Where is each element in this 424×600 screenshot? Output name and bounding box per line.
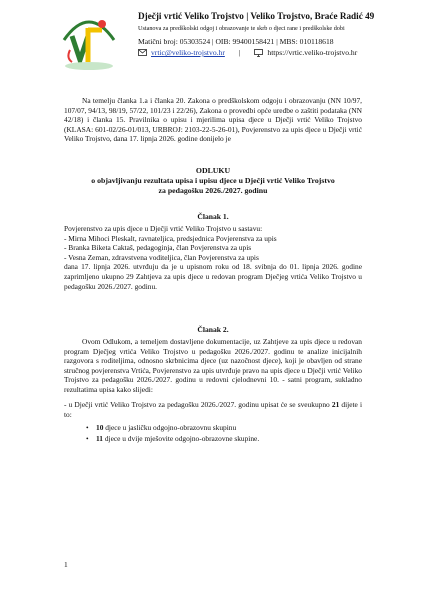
decision-subtitle-2: za pedagošku 2026./2027. godinu — [158, 186, 268, 195]
email-link[interactable]: vrtic@veliko-trojstvo.hr — [151, 48, 225, 57]
monitor-icon — [254, 49, 263, 57]
kindergarten-logo — [58, 10, 120, 72]
article-1-heading: Članak 1. — [197, 212, 229, 221]
list-item-text: djece u dvije mješovite odgojno-obrazovne skupine. — [102, 434, 260, 443]
list-item-count: 11 — [96, 434, 103, 443]
intro-text: Na temelju članka 1.a i članka 20. Zakona o predškolskom odgoju i obrazovanju (NN 10/97, 107/07, 94/13, 98/19, 57/22, 101/23 i 22/26), Zakona o provedbi opće uredbe o zaštiti podataka (NN 42/18) i članka 15. Pravilnika o upisu i mjerilima upisa djece u Dječji vrtić Veliko Trojstvo (KLASA: 601-02/26-01/013, URBROJ: 2103-22-5-26-01), Povjerenstvo za upis djece u Dječji vrtić Veliko Trojstvo, dana 17. lipnja 2026. godine donijelo je — [64, 96, 362, 144]
bullet-icon: • — [86, 423, 89, 432]
article-1-intro: Povjerenstvo za upis djece u Dječji vrtić Veliko Trojstvo u sastavu: — [64, 224, 263, 233]
list-item-count: 10 — [96, 423, 104, 432]
decision-title: ODLUKU — [195, 166, 231, 175]
website-link[interactable]: https://vrtic.veliko-trojstvo.hr — [267, 48, 358, 57]
article-2-heading: Članak 2. — [197, 325, 229, 334]
decision-heading — [64, 166, 362, 196]
committee-member: - Vesna Zeman, zdravstvena voditeljica, član Povjerenstva za upis — [64, 252, 259, 262]
institution-ids: Matični broj: 05303524 | OIB: 99400158421 | MBS: 010118618 — [138, 37, 334, 46]
institution-subtitle: Ustanova za predškolski odgoj i obrazovanje te skrb o djeci rane i predškolske dobi — [138, 25, 345, 32]
committee-member: - Branka Biketa Caktaš, pedagoginja, član Povjerenstva za upis — [64, 243, 252, 253]
envelope-icon — [138, 49, 147, 56]
contact-separator: | — [238, 48, 241, 57]
list-item — [86, 422, 362, 433]
summary-post: dijete i to: — [64, 400, 363, 419]
intro-paragraph — [64, 96, 362, 144]
letterhead — [138, 10, 420, 58]
enrollment-summary — [64, 400, 362, 419]
summary-pre: - u Dječji vrtić Veliko Trojstvo za pedagošku 2026./2027. godinu upisat će se sveukupno — [64, 400, 332, 409]
committee-member: - Mirna Mihoci Pleskalt, ravnateljica, predsjednica Povjerenstva za upis — [64, 233, 277, 243]
article-1-body — [64, 224, 362, 291]
article-1-rest: dana 17. lipnja 2026. utvrđuju da je u upisnom roku od 18. svibnja do 01. lipnja 2026. godine zaprimljeno ukupno 29 Zahtjeva za upis djece u redovan program Dječjeg vrtića Veliko Trojstvo u pedagošku 2026./2027. godinu. — [64, 262, 362, 291]
list-item — [86, 433, 362, 444]
article-2-body — [64, 337, 362, 395]
list-item-text: djece u jasličku odgojno-obrazovnu skupinu — [103, 423, 237, 432]
enrollment-list — [86, 422, 362, 444]
institution-title: Dječji vrtić Veliko Trojstvo | Veliko Trojstvo, Braće Radić 49 — [138, 11, 375, 21]
summary-total: 21 — [331, 400, 340, 409]
bullet-icon: • — [86, 434, 89, 443]
decision-subtitle-1: o objavljivanju rezultata upisa i upisu djece u Dječji vrtić Veliko Trojstvo — [91, 176, 335, 185]
contact-line — [138, 47, 420, 58]
article-2-text: Ovom Odlukom, a temeljem dostavljene dokumentacije, uz Zahtjeve za upis djece u redovan program Dječjeg vrtića Veliko Trojstvo u pedagošku 2026./2027. godinu te analize inicijalnih razgovora s roditeljima, odnosno skrbnicima djece (uz nazočnost djece), koji je obavljen od strane stručnog povjerenstva Vrtića, Povjerenstvo za upis utvrđuje pravo na upis djece u Dječji vrtić Veliko Trojstvo za pedagošku 2026./2027. godinu u redovni cjelodnevni 10. - satni program, sukladno rezultatima upisa kako slijedi: — [64, 337, 362, 394]
page-number: 1 — [64, 560, 68, 569]
